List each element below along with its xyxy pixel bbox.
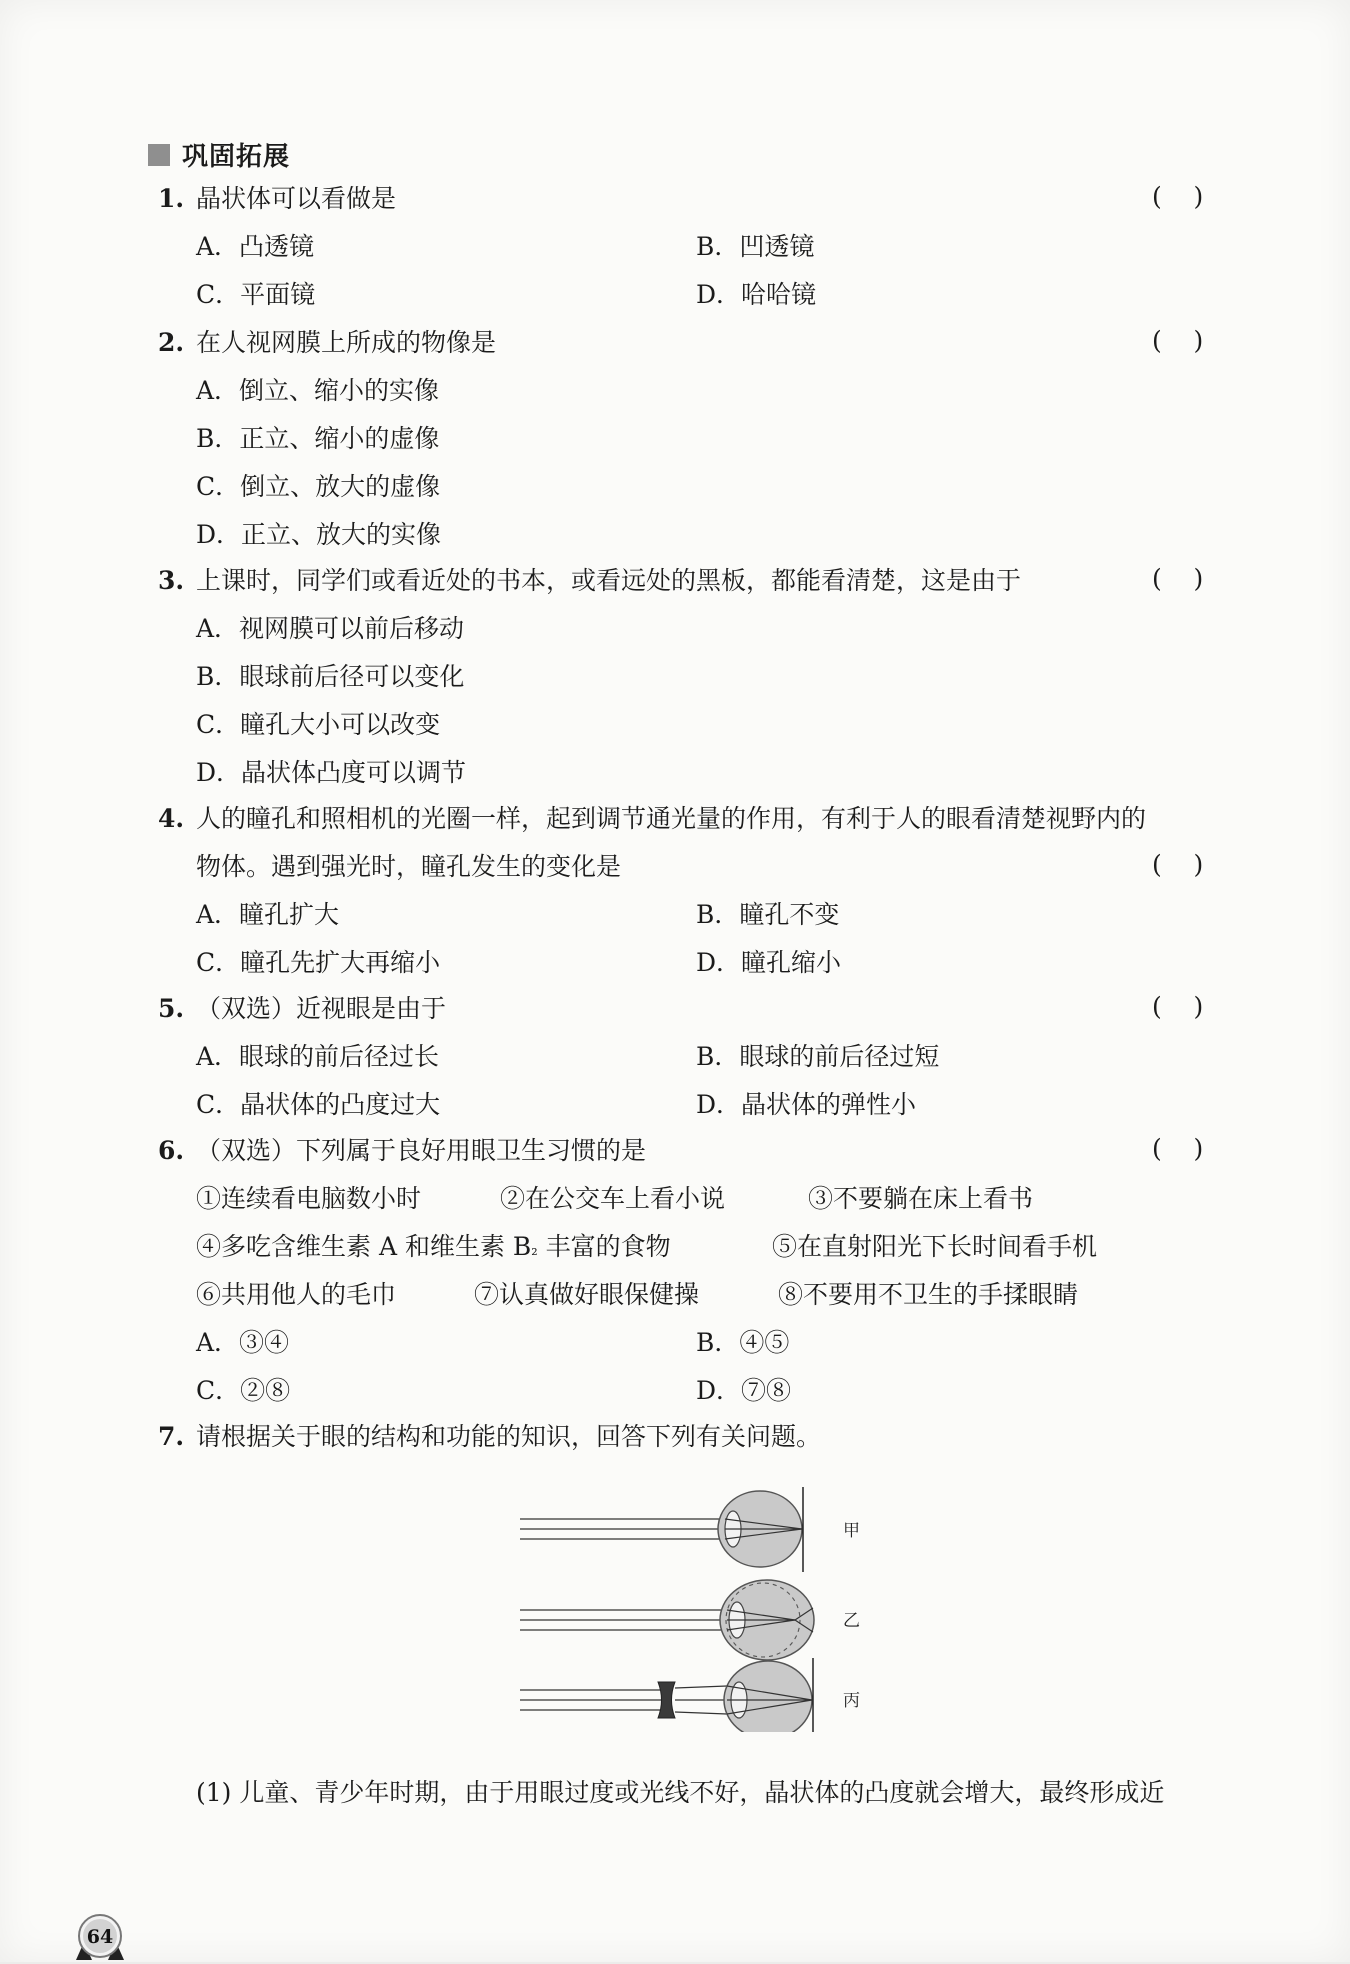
question-4 — [158, 802, 1146, 836]
page-number: 64 — [86, 1926, 114, 1948]
option-a[interactable]: A．③④ — [196, 1328, 290, 1357]
question-number: 4. — [158, 804, 185, 833]
question-number: 6. — [158, 1136, 185, 1165]
question-stem: 请根据关于眼的结构和功能的知识，回答下列有关问题。 — [196, 1422, 822, 1451]
section-header — [148, 136, 290, 173]
habit-item: ②在公交车上看小说 — [500, 1184, 726, 1213]
habit-text: 丰富的食物 — [537, 1232, 671, 1261]
option-d[interactable]: D．哈哈镜 — [696, 280, 817, 309]
habit-item: ⑤在直射阳光下长时间看手机 — [772, 1232, 1098, 1261]
question-7 — [158, 1420, 821, 1454]
answer-bracket[interactable]: ( ) — [1152, 182, 1204, 211]
question-stem: 人的瞳孔和照相机的光圈一样，起到调节通光量的作用，有利于人的眼看清楚视野内的 — [196, 804, 1147, 833]
option-b[interactable]: B．正立、缩小的虚像 — [196, 424, 440, 453]
option-d[interactable]: D．晶状体的弹性小 — [696, 1090, 917, 1119]
page-number-badge — [70, 1914, 130, 1964]
option-c[interactable]: C．平面镜 — [196, 280, 316, 309]
question-3 — [158, 564, 1021, 598]
answer-bracket[interactable]: ( ) — [1152, 1134, 1204, 1163]
section-title: 巩固拓展 — [182, 142, 291, 172]
section-marker — [148, 144, 170, 166]
question-number: 1. — [158, 184, 185, 213]
question-stem: （双选）近视眼是由于 — [196, 994, 447, 1023]
option-a[interactable]: A．瞳孔扩大 — [196, 900, 340, 929]
question-5 — [158, 992, 446, 1026]
question-2 — [158, 326, 496, 360]
question-number: 2. — [158, 328, 185, 357]
question-number: 5. — [158, 994, 185, 1023]
eye-diagrams-svg — [515, 1482, 875, 1732]
question-number: 7. — [158, 1422, 185, 1451]
eye-diagram-jia — [520, 1487, 803, 1572]
question-stem: 上课时，同学们或看近处的书本，或看远处的黑板，都能看清楚，这是由于 — [196, 566, 1022, 595]
label-jia: 甲 — [843, 1521, 860, 1541]
option-b[interactable]: B．凹透镜 — [696, 232, 815, 261]
question-stem: 晶状体可以看做是 — [196, 184, 397, 213]
habit-subscript: ₂ — [531, 1240, 538, 1259]
option-d[interactable]: D．瞳孔缩小 — [696, 948, 842, 977]
habit-item: ③不要躺在床上看书 — [808, 1184, 1034, 1213]
option-b[interactable]: B．④⑤ — [696, 1328, 790, 1357]
label-bing: 丙 — [843, 1691, 860, 1711]
habit-item: ⑥共用他人的毛巾 — [196, 1280, 397, 1309]
habit-item: ①连续看电脑数小时 — [196, 1184, 422, 1213]
question-6 — [158, 1134, 646, 1168]
option-b[interactable]: B．眼球前后径可以变化 — [196, 662, 465, 691]
habit-item: ⑦认真做好眼保健操 — [474, 1280, 700, 1309]
option-c[interactable]: C．晶状体的凸度过大 — [196, 1090, 441, 1119]
option-c[interactable]: C．②⑧ — [196, 1376, 291, 1405]
option-a[interactable]: A．倒立、缩小的实像 — [196, 376, 440, 405]
eye-diagrams — [515, 1482, 875, 1732]
eye-diagram-bing — [520, 1658, 813, 1732]
question-1 — [158, 182, 396, 216]
option-c[interactable]: C．瞳孔先扩大再缩小 — [196, 948, 441, 977]
answer-bracket[interactable]: ( ) — [1152, 992, 1204, 1021]
answer-bracket[interactable]: ( ) — [1152, 326, 1204, 355]
option-c[interactable]: C．倒立、放大的虚像 — [196, 472, 441, 501]
option-d[interactable]: D．晶状体凸度可以调节 — [196, 758, 467, 787]
option-a[interactable]: A．眼球的前后径过长 — [196, 1042, 440, 1071]
question-stem: 在人视网膜上所成的物像是 — [196, 328, 497, 357]
sub-question-1: (1) 儿童、青少年时期，由于用眼过度或光线不好，晶状体的凸度就会增大，最终形成近 — [196, 1778, 1165, 1807]
option-a[interactable]: A．凸透镜 — [196, 232, 315, 261]
habit-item: ⑧不要用不卫生的手揉眼睛 — [778, 1280, 1079, 1309]
option-b[interactable]: B．瞳孔不变 — [696, 900, 840, 929]
option-a[interactable]: A．视网膜可以前后移动 — [196, 614, 465, 643]
option-d[interactable]: D．⑦⑧ — [696, 1376, 792, 1405]
eye-diagram-yi — [520, 1580, 814, 1660]
option-b[interactable]: B．眼球的前后径过短 — [696, 1042, 940, 1071]
habit-item — [196, 1230, 671, 1267]
answer-bracket[interactable]: ( ) — [1152, 850, 1204, 879]
option-d[interactable]: D．正立、放大的实像 — [196, 520, 442, 549]
answer-bracket[interactable]: ( ) — [1152, 564, 1204, 593]
question-number: 3. — [158, 566, 185, 595]
label-yi: 乙 — [843, 1611, 860, 1631]
habit-text: ④多吃含维生素 A 和维生素 B — [196, 1232, 532, 1261]
option-c[interactable]: C．瞳孔大小可以改变 — [196, 710, 441, 739]
question-stem-continued: 物体。遇到强光时，瞳孔发生的变化是 — [196, 852, 622, 881]
question-stem: （双选）下列属于良好用眼卫生习惯的是 — [196, 1136, 647, 1165]
page-number-icon — [70, 1914, 130, 1960]
